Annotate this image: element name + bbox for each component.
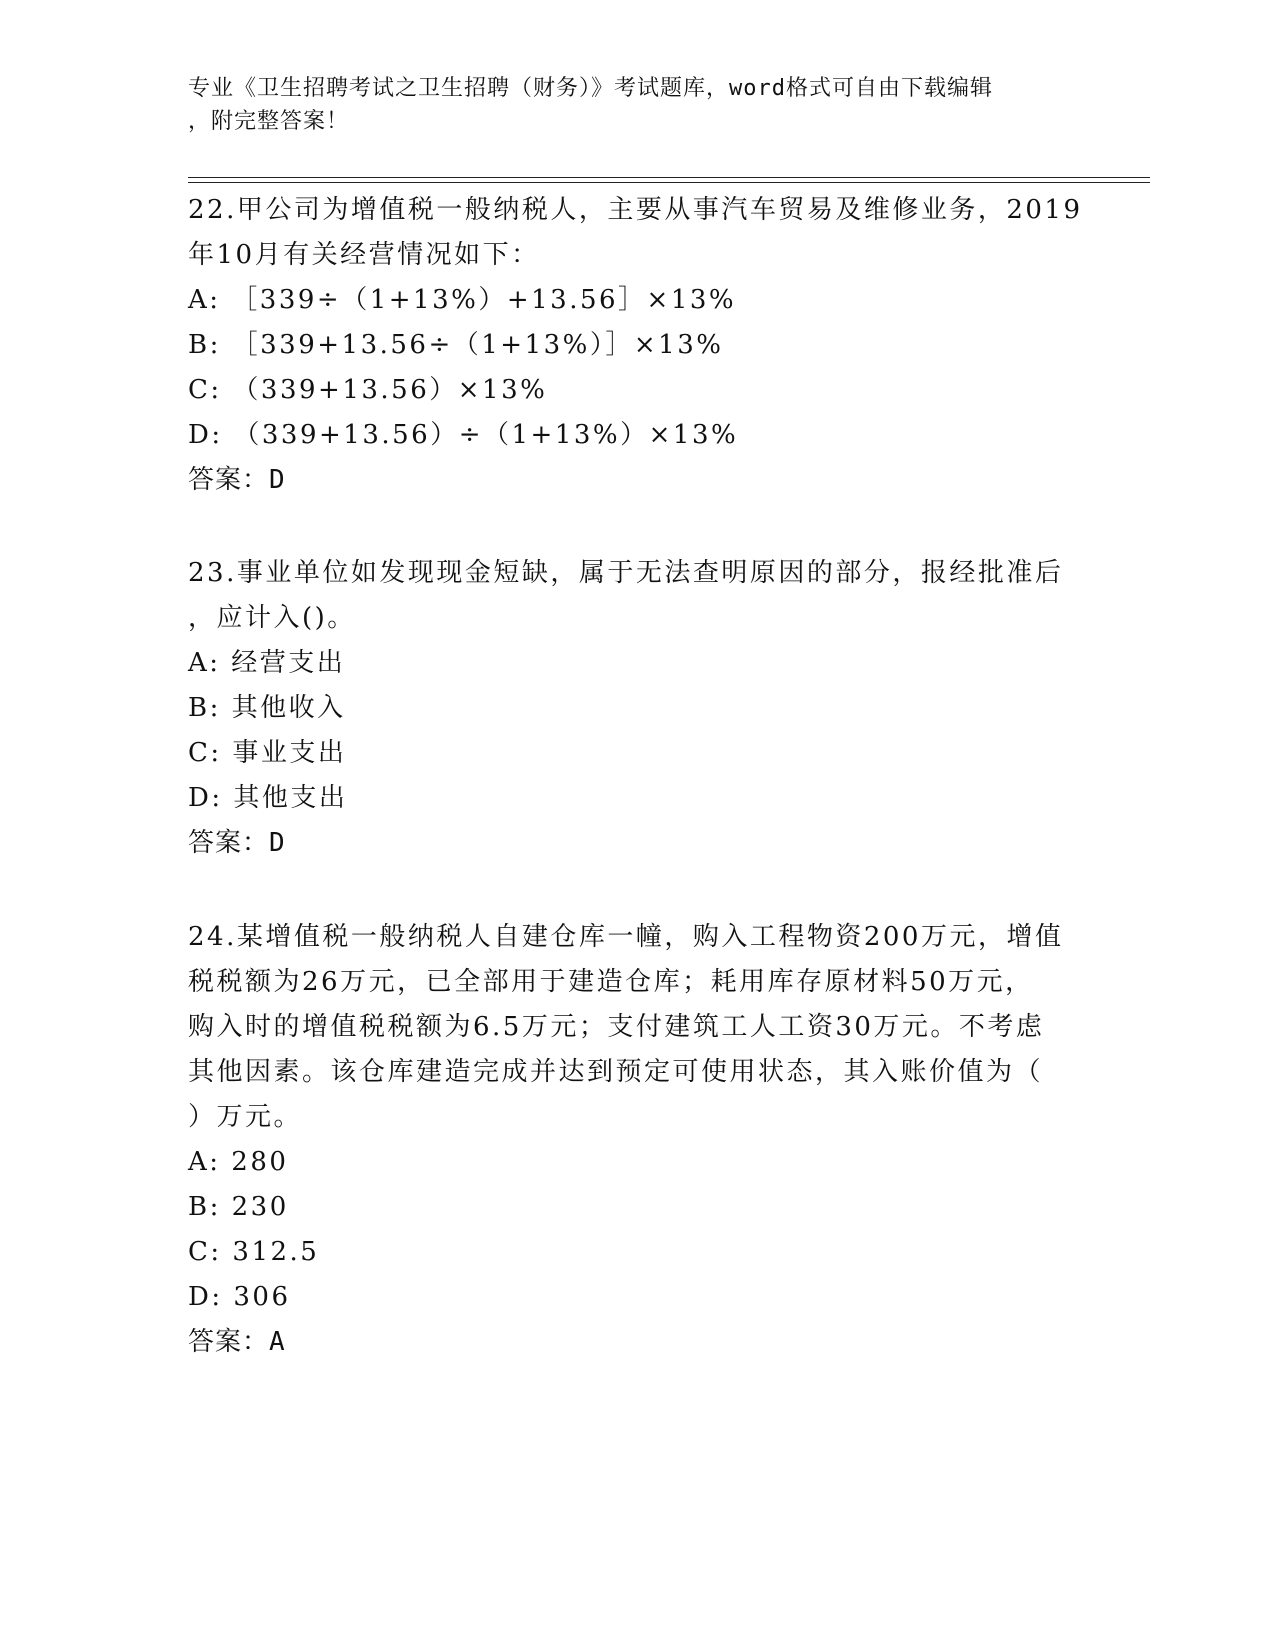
- question-text-line: 24.某增值税一般纳税人自建仓库一幢，购入工程物资200万元，增值: [188, 922, 1064, 952]
- question-23: [188, 551, 1088, 866]
- header-line: 专业《卫生招聘考试之卫生招聘（财务）》考试题库，word格式可自由下载编辑: [188, 76, 993, 101]
- option-b: B: 230: [188, 1192, 289, 1222]
- question-text-line: 23.事业单位如发现现金短缺，属于无法查明原因的部分，报经批准后: [188, 558, 1064, 588]
- option-c: C: （339+13.56）×13%: [188, 375, 548, 405]
- question-text-line: ）万元。: [188, 1102, 303, 1132]
- question-text-line: 年10月有关经营情况如下：: [188, 240, 540, 270]
- question-22: [188, 188, 1088, 503]
- header-divider-bottom: [188, 182, 1150, 183]
- option-d: D: 306: [188, 1282, 291, 1312]
- option-d: D: 其他支出: [188, 783, 348, 813]
- question-text-line: 22.甲公司为增值税一般纳税人，主要从事汽车贸易及维修业务，2019: [188, 195, 1083, 225]
- answer-line: 答案：A: [188, 1327, 286, 1357]
- option-a: A: 经营支出: [188, 648, 346, 678]
- question-text-line: 其他因素。该仓库建造完成并达到预定可使用状态，其入账价值为（: [188, 1057, 1044, 1087]
- question-24: [188, 915, 1088, 1365]
- option-c: C: 312.5: [188, 1237, 320, 1267]
- header-line: ，附完整答案！: [188, 109, 350, 134]
- document-header: [188, 72, 1068, 138]
- question-text-line: ，应计入()。: [188, 603, 356, 633]
- question-text-line: 购入时的增值税税额为6.5万元；支付建筑工人工资30万元。不考虑: [188, 1012, 1045, 1042]
- option-a: A: 280: [188, 1147, 289, 1177]
- option-b: B: 其他收入: [188, 693, 346, 723]
- option-b: B: ［339+13.56÷（1+13%）］×13%: [188, 330, 724, 360]
- option-c: C: 事业支出: [188, 738, 347, 768]
- question-text-line: 税税额为26万元，已全部用于建造仓库；耗用库存原材料50万元，: [188, 967, 1034, 997]
- answer-line: 答案：D: [188, 828, 286, 858]
- option-d: D: （339+13.56）÷（1+13%）×13%: [188, 420, 739, 450]
- answer-line: 答案：D: [188, 465, 286, 495]
- header-divider-top: [188, 177, 1150, 178]
- option-a: A: ［339÷（1+13%）+13.56］×13%: [188, 285, 737, 315]
